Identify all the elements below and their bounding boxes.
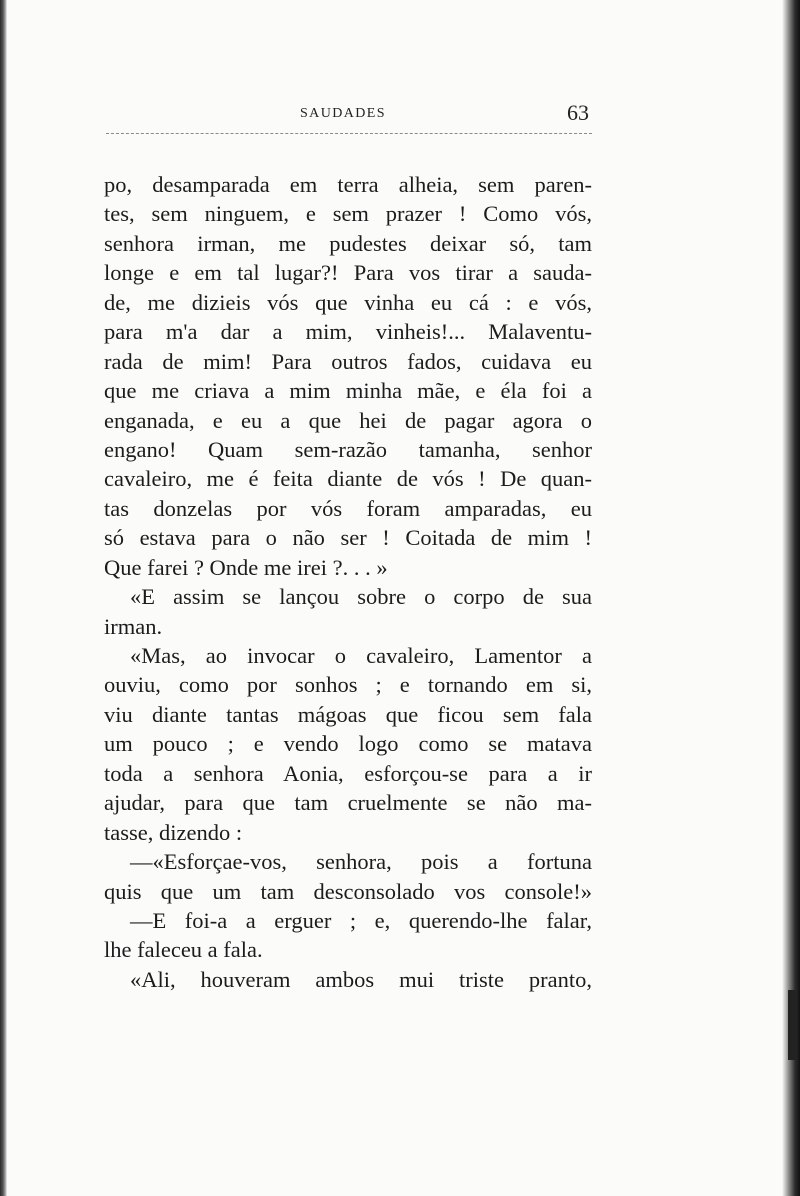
text-line: lhe faleceu a fala. [104,937,263,963]
text-line: ouviu, como por sonhos ; e tornando em si, [104,672,592,698]
text-line: de, me dizieis vós que vinha eu cá : e vós, [104,289,592,315]
text-line: quis que um tam desconsolado vos console!» [104,878,592,904]
text-line: tasse, dizendo : [104,819,243,845]
header-rule [106,133,592,134]
text-line: senhora irman, me pudestes deixar só, tam [104,230,592,256]
page-left-edge [0,0,7,1196]
text-line: viu diante tantas mágoas que ficou sem fala [104,701,592,727]
text-line: tas donzelas por vós foram amparadas, eu [104,495,592,521]
text-line: cavaleiro, me é feita diante de vós ! De quan- [104,466,592,492]
text-line: irman. [104,613,163,639]
text-line: engano! Quam sem-razão tamanha, senhor [104,436,592,462]
text-line: um pouco ; e vendo logo como se matava [104,731,592,757]
body-text [104,170,592,994]
text-line: tes, sem ninguem, e sem prazer ! Como vós, [104,201,592,227]
text-line: toda a senhora Aonia, esforçou-se para a ir [104,760,592,786]
text-line: po, desamparada em terra alheia, sem paren- [104,172,592,197]
text-line: —E foi-a a erguer ; e, querendo-lhe falar, [130,907,592,933]
text-line: —«Esforçae-vos, senhora, pois a fortuna [130,849,592,875]
text-line: rada de mim! Para outros fados, cuidava eu [104,348,592,374]
text-line: só estava para o não ser ! Coitada de mim ! [104,525,592,551]
text-line: longe e em tal lugar?! Para vos tirar a sauda- [104,260,592,286]
text-line: ajudar, para que tam cruelmente se não ma- [104,790,592,816]
running-title: SAUDADES [300,106,386,121]
text-line: para m'a dar a mim, vinheis!... Malaventu- [104,319,592,345]
text-line: Que farei ? Onde me irei ?. . . » [104,554,388,580]
text-line: «E assim se lançou sobre o corpo de sua [130,584,592,610]
text-line: enganada, e eu a que hei de pagar agora o [104,407,592,433]
binding-shadow [788,990,796,1060]
page-number: 63 [567,100,589,125]
text-line: que me criava a mim minha mãe, e éla foi a [104,378,592,404]
text-line: «Mas, ao invocar o cavaleiro, Lamentor a [130,643,592,668]
text-line: «Ali, houveram ambos mui triste pranto, [130,966,592,992]
